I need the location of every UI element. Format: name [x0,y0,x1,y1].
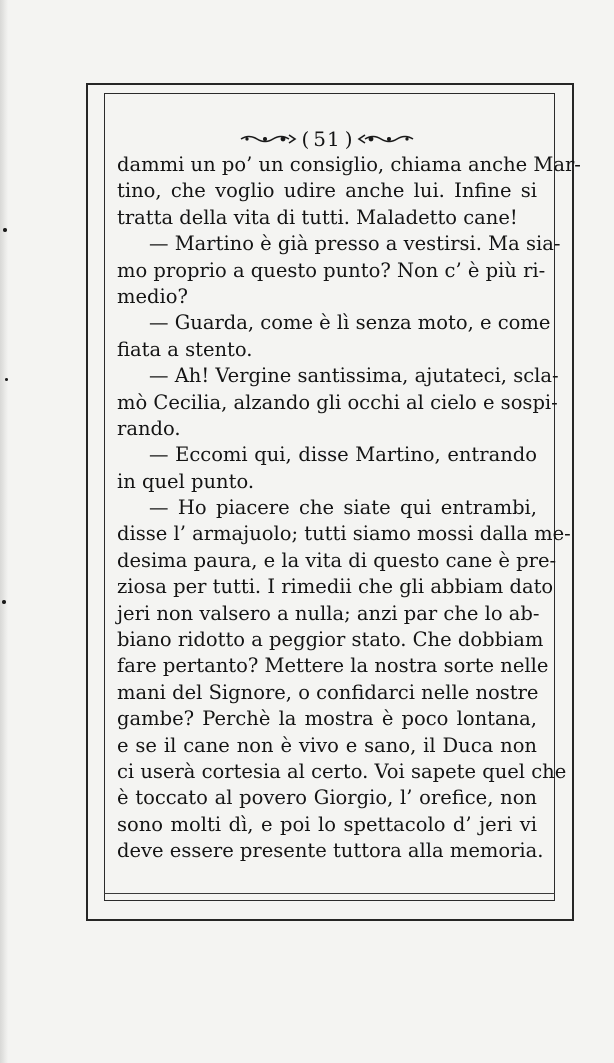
text-line: medio? [117,284,188,308]
text-line: mo proprio a questo punto? Non c’ è più ri- [117,258,546,282]
text-line: dammi un po’ un consiglio, chiama anche Mar- [117,153,581,176]
text-line: — Ho piacere che siate qui entrambi, [149,496,537,520]
paragraph [117,231,561,310]
page-edge-shadow [0,0,8,1063]
paren-open: ( [301,127,310,151]
text-line: jeri non valsero a nulla; anzi par che lo ab- [117,601,540,625]
text-line: fiata a stento. [117,337,253,361]
text-line: ci userà cortesia al certo. Voi sapete quel che [117,759,567,783]
text-line: disse l’ armajuolo; tutti siamo mossi dalla me- [117,522,571,546]
text-line: — Guarda, come è lì senza moto, e come [149,311,551,335]
text-line: in quel punto. [117,469,255,493]
paragraph [117,495,571,864]
text-line: mò Cecilia, alzando gli occhi al cielo e sospi- [117,390,558,414]
paragraph [117,310,551,363]
text-line: è toccato al povero Giorgio, l’ orefice, non [117,786,537,810]
paren-close: ) [344,127,353,151]
left-ornament-icon [239,133,297,145]
ink-speck [2,600,6,604]
text-line: ziosa per tutti. I rimedii che gli abbiam dato [117,575,554,599]
paragraph [117,363,559,442]
right-ornament-icon [357,133,415,145]
ink-speck [3,228,7,232]
text-line: rando. [117,416,181,440]
paragraph [117,152,581,231]
page-number: 51 [313,127,341,151]
text-line: gambe? Perchè la mostra è poco lontana, [117,707,537,731]
page-header [117,126,537,152]
body-text [117,152,581,865]
bottom-rule [104,893,555,894]
text-line: — Martino è già presso a vestirsi. Ma sia- [149,232,561,256]
text-line: — Eccomi qui, disse Martino, entrando [149,443,537,467]
text-line: mani del Signore, o confidarci nelle nostre [117,680,539,704]
text-line: tino, che voglio udire anche lui. Infine si [117,179,537,203]
paragraph [117,442,537,495]
text-line: — Ah! Vergine santissima, ajutateci, sclа- [149,364,559,388]
text-line: sono molti dì, e poi lo spettacolo d’ jeri vi [117,812,537,836]
text-line: e se il cane non è vivo e sano, il Duca non [117,733,537,757]
text-line: tratta della vita di tutti. Maladetto cane! [117,205,518,229]
ink-speck [5,378,8,381]
text-line: deve essere presente tuttora alla memoria. [117,839,544,863]
text-line: desima paura, e la vita di questo cane è pre- [117,548,557,572]
text-line: biano ridotto a peggior stato. Che dobbiam [117,628,544,652]
text-line: fare pertanto? Mettere la nostra sorte nelle [117,654,549,678]
